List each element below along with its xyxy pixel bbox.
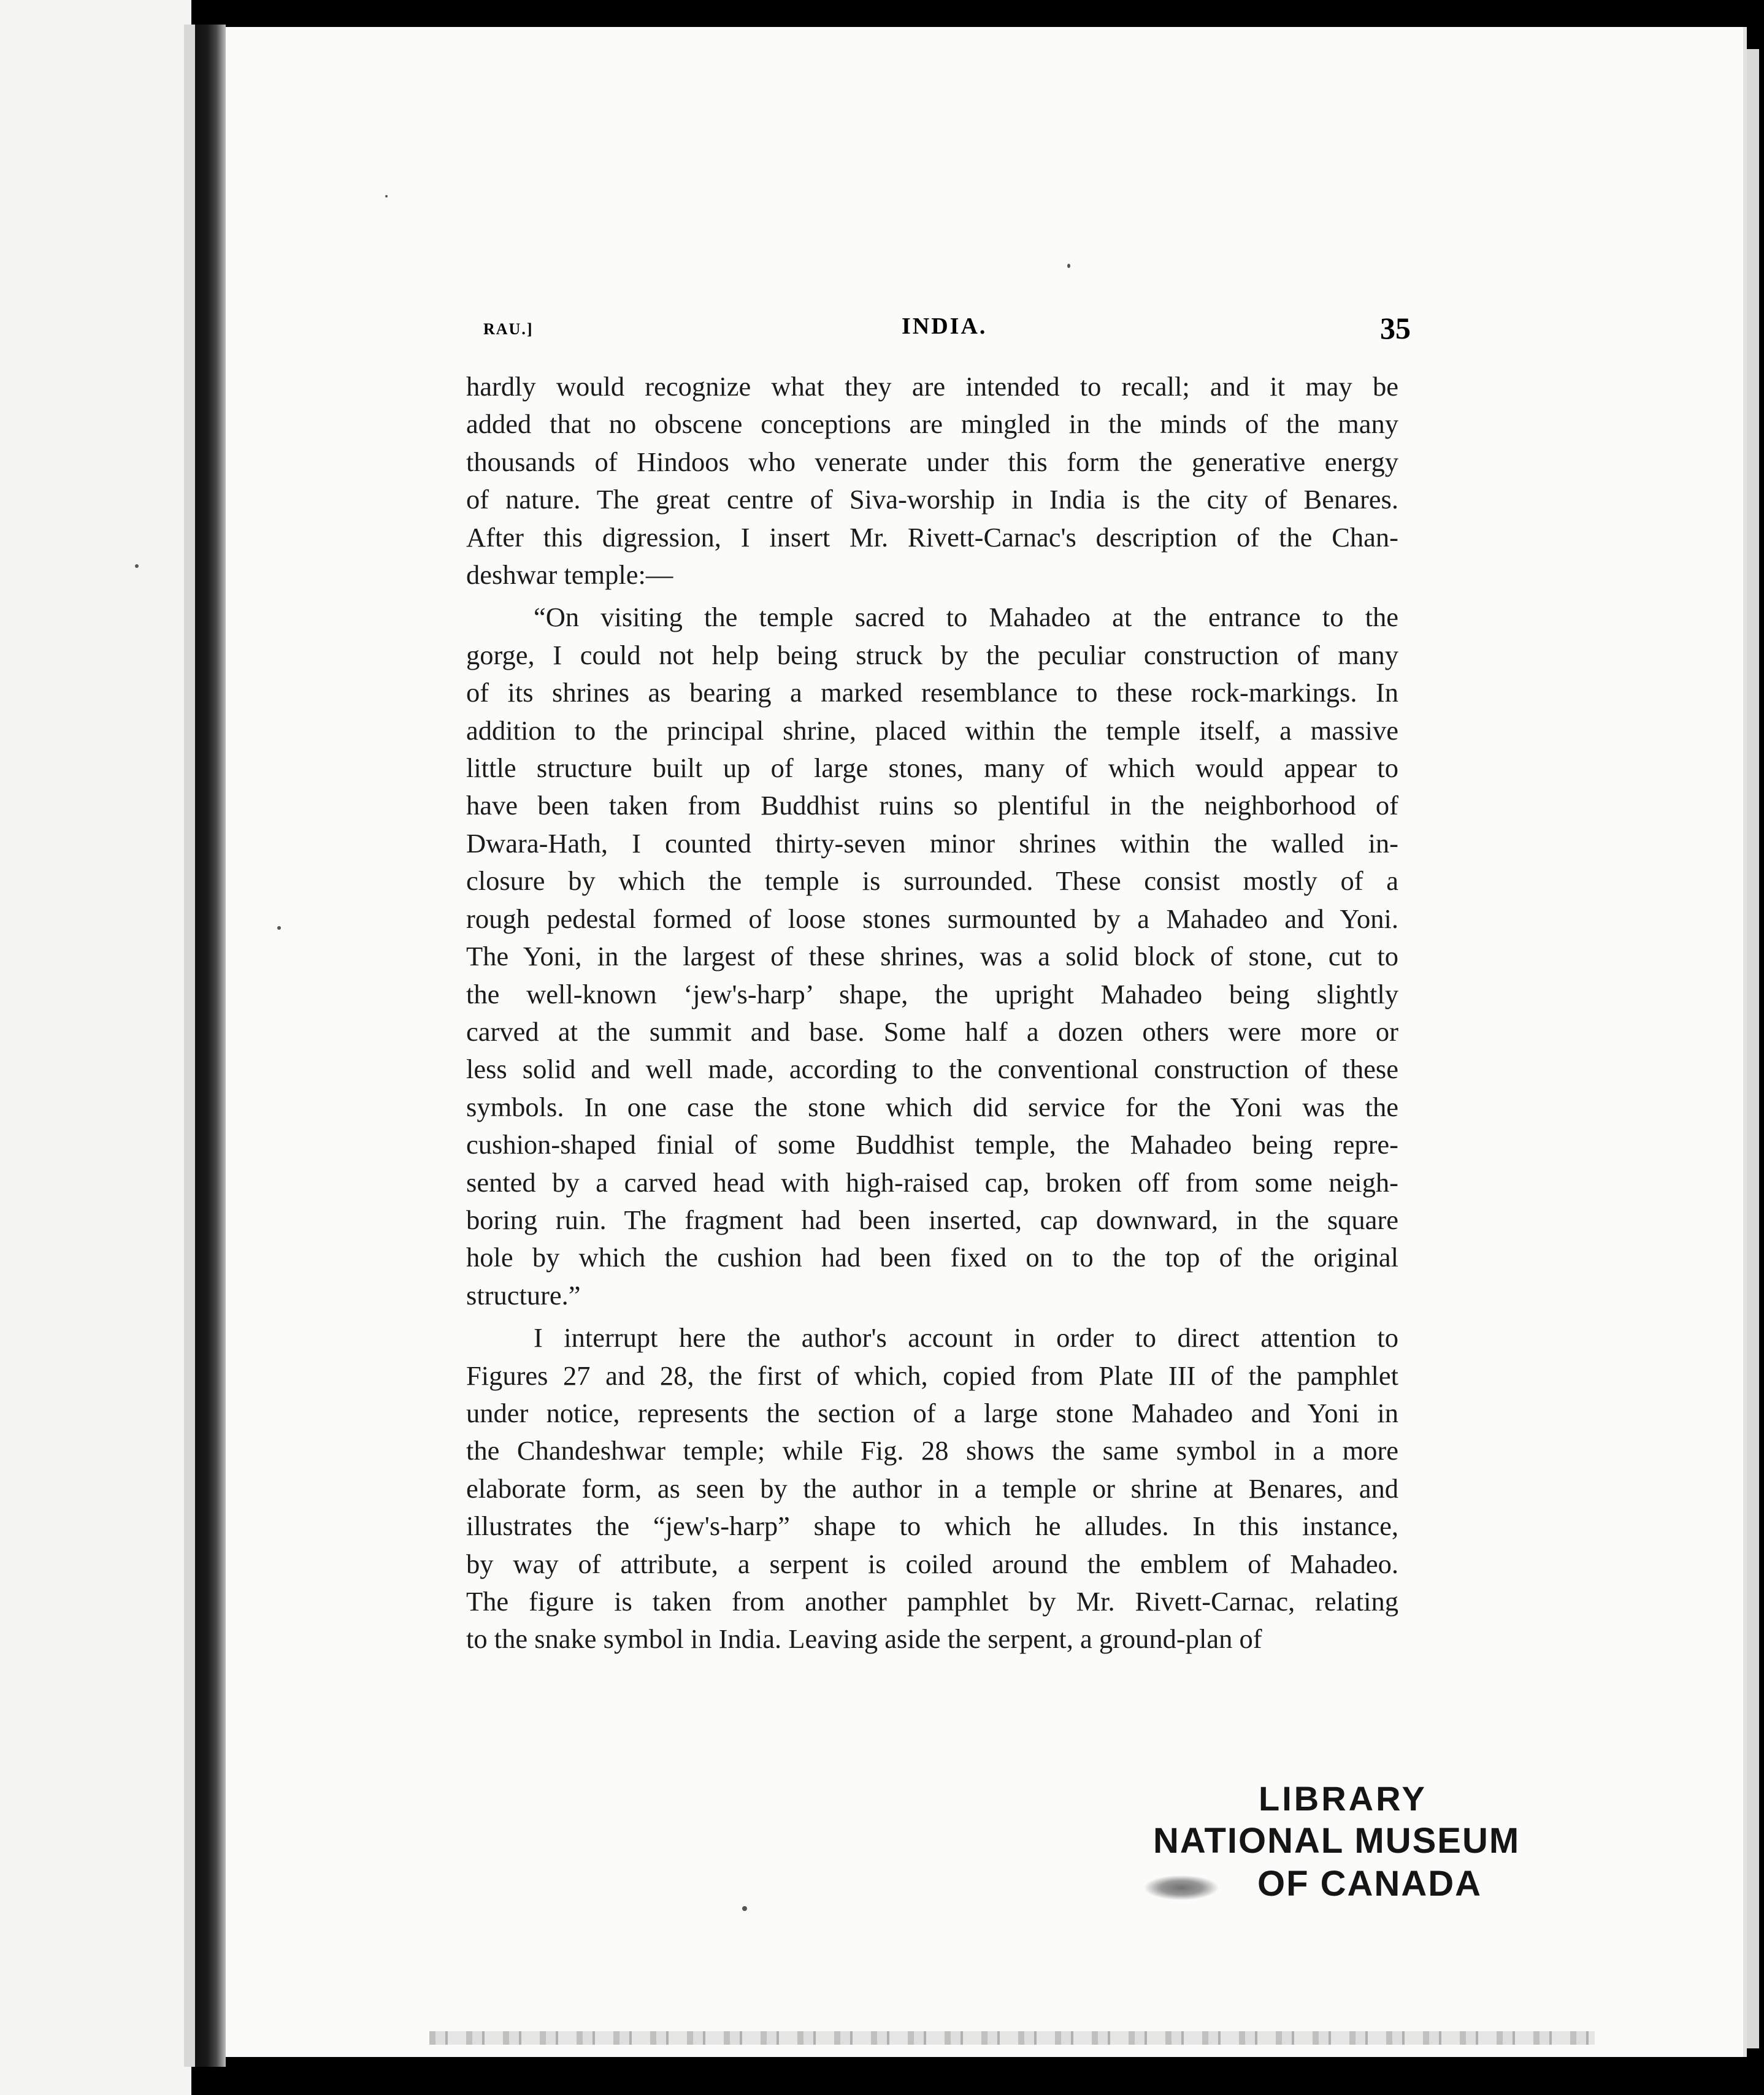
paragraph xyxy=(466,599,1398,1314)
stamp-line-museum: NATIONAL MUSEUM xyxy=(1153,1821,1520,1861)
text-line: thousands of Hindoos who venerate under this form the generative energy xyxy=(466,446,1398,477)
author-running-head: RAU.] xyxy=(483,320,534,338)
bottom-edge-scuff xyxy=(429,2031,1595,2045)
dust-speck xyxy=(135,564,139,568)
body-text xyxy=(466,368,1398,1658)
section-title: INDIA. xyxy=(902,313,987,339)
text-line: hole by which the cushion had been fixed on to the top of the original xyxy=(466,1242,1398,1273)
text-line: less solid and well made, according to the conventional construction of these xyxy=(466,1054,1398,1085)
text-line: The Yoni, in the largest of these shrines, was a solid block of stone, cut to xyxy=(466,941,1398,972)
text-line: of its shrines as bearing a marked resemblance to these rock-markings. In xyxy=(466,677,1398,708)
paragraph-gap xyxy=(466,1314,1398,1319)
text-line: to the snake symbol in India. Leaving aside the serpent, a ground-plan of xyxy=(466,1623,1262,1655)
text-line: the Chandeshwar temple; while Fig. 28 shows the same symbol in a more xyxy=(466,1435,1398,1466)
paragraph xyxy=(466,368,1398,594)
paragraph xyxy=(466,1319,1398,1658)
text-line: symbols. In one case the stone which did service for the Yoni was the xyxy=(466,1091,1398,1122)
text-line: structure.” xyxy=(466,1279,581,1311)
text-line: little structure built up of large stones, many of which would appear to xyxy=(466,753,1398,784)
text-line: sented by a carved head with high-raised cap, broken off from some neigh- xyxy=(466,1166,1398,1198)
text-line: “On visiting the temple sacred to Mahadeo at the entrance to the xyxy=(534,602,1398,633)
page-number: 35 xyxy=(1380,311,1411,345)
text-line: rough pedestal formed of loose stones surmounted by a Mahadeo and Yoni. xyxy=(466,903,1398,934)
stamp-line-canada: OF CANADA xyxy=(1257,1864,1482,1904)
text-line: I interrupt here the author's account in order to direct attention to xyxy=(534,1322,1398,1354)
text-line: illustrates the “jew's-harp” shape to which he alludes. In this instance, xyxy=(466,1511,1398,1542)
text-line: carved at the summit and base. Some half a dozen others were more or xyxy=(466,1016,1398,1047)
text-line: by way of attribute, a serpent is coiled around the emblem of Mahadeo. xyxy=(466,1548,1398,1579)
text-line: After this digression, I insert Mr. Rivett-Carnac's description of the Chan- xyxy=(466,521,1398,553)
text-line: deshwar temple:— xyxy=(466,559,673,591)
paragraph-gap xyxy=(466,594,1398,599)
text-line: elaborate form, as seen by the author in a temple or shrine at Benares, and xyxy=(466,1473,1398,1504)
running-header xyxy=(478,313,1411,350)
text-line: have been taken from Buddhist ruins so plentiful in the neighborhood of xyxy=(466,790,1398,821)
text-line: Dwara-Hath, I counted thirty-seven minor shrines within the walled in- xyxy=(466,827,1398,859)
text-line: cushion-shaped finial of some Buddhist temple, the Mahadeo being repre- xyxy=(466,1129,1398,1160)
text-line: gorge, I could not help being struck by the peculiar construction of many xyxy=(466,639,1398,670)
text-line: added that no obscene conceptions are mingled in the minds of the many xyxy=(466,408,1398,440)
book-gutter xyxy=(195,25,226,2067)
dust-speck xyxy=(742,1906,747,1911)
stamp-ink-smudge xyxy=(1145,1875,1218,1900)
dust-speck xyxy=(277,926,281,930)
text-line: boring ruin. The fragment had been inserted, cap downward, in the square xyxy=(466,1204,1398,1235)
text-line: Figures 27 and 28, the first of which, copied from Plate III of the pamphlet xyxy=(466,1360,1398,1391)
text-line: hardly would recognize what they are intended to recall; and it may be xyxy=(466,371,1398,402)
stamp-line-library: LIBRARY xyxy=(1259,1779,1427,1818)
text-line: addition to the principal shrine, placed within the temple itself, a massive xyxy=(466,714,1398,746)
text-line: The figure is taken from another pamphlet by Mr. Rivett-Carnac, relating xyxy=(466,1586,1398,1617)
dust-speck xyxy=(385,195,388,197)
dust-speck xyxy=(1067,264,1070,268)
text-line: closure by which the temple is surrounded. These consist mostly of a xyxy=(466,865,1398,897)
text-line: under notice, represents the section of a large stone Mahadeo and Yoni in xyxy=(466,1397,1398,1428)
left-page-margin xyxy=(0,0,191,2095)
library-stamp xyxy=(1147,1779,1540,1920)
page-edge xyxy=(1747,49,1759,2048)
text-line: of nature. The great centre of Siva-worship in India is the city of Benares. xyxy=(466,484,1398,515)
text-line: the well-known ‘jew's-harp’ shape, the upright Mahadeo being slightly xyxy=(466,978,1398,1009)
